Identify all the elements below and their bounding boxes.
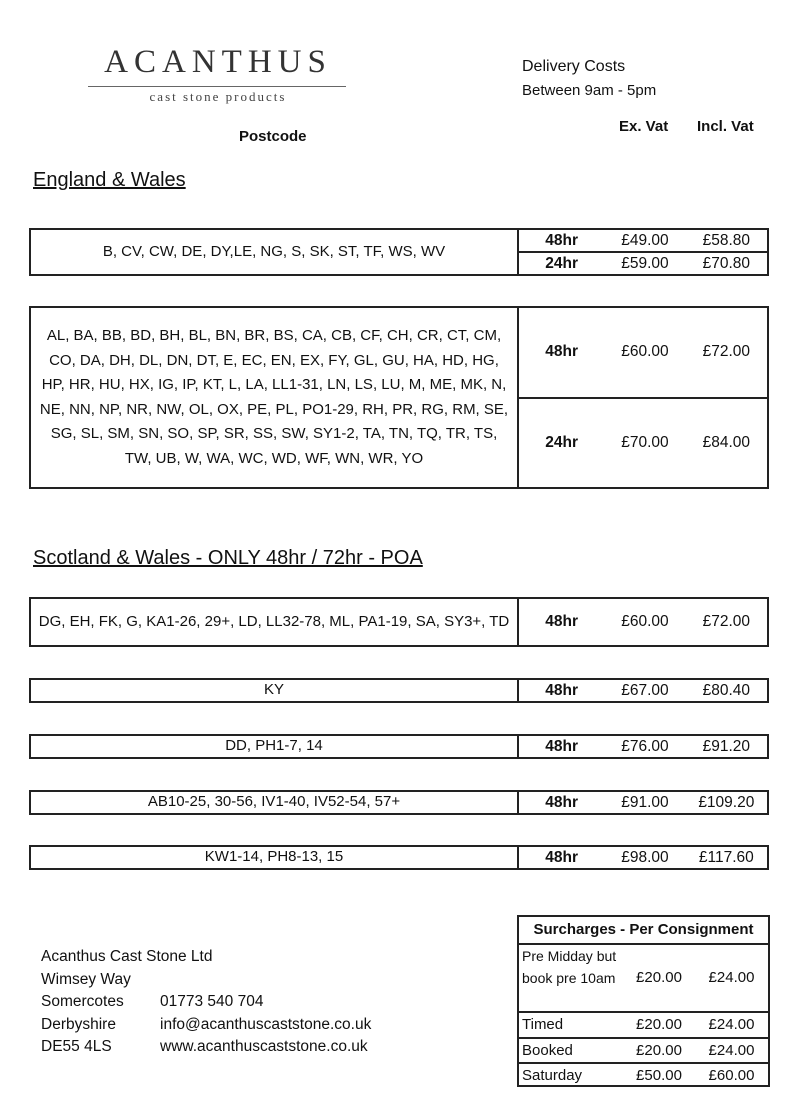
price-incl-vat: £84.00 (702, 433, 751, 451)
website-link[interactable]: www.acanthuscaststone.co.uk (160, 1038, 368, 1056)
rate-row (519, 792, 767, 813)
surcharge-row (519, 1013, 768, 1039)
rate-table (29, 306, 769, 489)
surcharge-name: Pre Midday but book pre 10am (522, 948, 617, 986)
service-label: 48hr (545, 793, 579, 811)
rate-table (29, 845, 769, 870)
price-ex-vat: £70.00 (621, 433, 669, 451)
delivery-hours: Between 9am - 5pm (522, 82, 657, 99)
rate-table (29, 597, 769, 647)
service-label: 48hr (545, 613, 579, 630)
price-ex-vat: £98.00 (621, 848, 669, 866)
page-title: Delivery Costs (522, 58, 626, 75)
price-incl-vat: £117.60 (698, 848, 754, 866)
rate-row (519, 230, 767, 251)
surcharge-incl-vat: £60.00 (708, 1067, 755, 1084)
price-incl-vat: £91.20 (702, 737, 751, 755)
logo-divider (88, 86, 346, 87)
surcharge-incl-vat: £24.00 (708, 969, 755, 986)
service-label: 48hr (545, 681, 579, 699)
postcode-list: KY (31, 680, 519, 701)
price-incl-vat: £80.40 (702, 681, 751, 699)
rate-row (519, 736, 767, 757)
address-town: Somercotes (41, 993, 124, 1011)
postcode-list: AB10-25, 30-56, IV1-40, IV52-54, 57+ (31, 792, 519, 813)
surcharge-ex-vat: £20.00 (636, 969, 682, 986)
postcode-list: KW1-14, PH8-13, 15 (31, 847, 519, 868)
price-ex-vat: £60.00 (621, 613, 669, 630)
address-street: Wimsey Way (41, 970, 131, 988)
price-ex-vat: £91.00 (621, 793, 669, 811)
surcharge-incl-vat: £24.00 (708, 1041, 755, 1059)
email-link[interactable]: info@acanthuscaststone.co.uk (160, 1015, 372, 1033)
service-label: 48hr (545, 343, 579, 361)
price-ex-vat: £59.00 (621, 254, 669, 272)
rate-row (519, 847, 767, 868)
rate-row (519, 251, 767, 274)
rate-table (29, 734, 769, 759)
service-label: 24hr (545, 433, 579, 451)
phone-number: 01773 540 704 (160, 993, 264, 1010)
postcode-column-header: Postcode (239, 128, 307, 145)
service-label: 48hr (545, 231, 579, 249)
price-ex-vat: £60.00 (621, 343, 669, 361)
rate-table (29, 678, 769, 703)
surcharge-ex-vat: £20.00 (636, 1016, 682, 1033)
price-incl-vat: £109.20 (698, 793, 755, 811)
price-incl-vat: £58.80 (702, 231, 751, 249)
service-label: 48hr (545, 737, 579, 755)
price-ex-vat: £67.00 (621, 681, 669, 699)
company-logo: ACANTHUS (104, 44, 332, 80)
surcharge-ex-vat: £20.00 (636, 1041, 682, 1059)
surcharge-row (519, 1064, 768, 1088)
contact-channels (160, 991, 371, 1059)
logo-tagline: cast stone products (149, 89, 287, 104)
address-county: Derbyshire (41, 1015, 116, 1033)
price-incl-vat: £70.80 (702, 254, 751, 272)
price-incl-vat: £72.00 (702, 613, 751, 630)
surcharge-name: Timed (522, 1016, 564, 1033)
postcode-list: AL, BA, BB, BD, BH, BL, BN, BR, BS, CA, CB, CF, CH, CR, CT, CM, CO, DA, DH, DL, DN, DT, E, EC, EN, EX, FY, GL, GU, HA, HD, HG, HP, HR, HU, HX, IG, IP, KT, L, LA, LL1-31, LN, LS, LU, M, ME, MK, N, NE, NN, NP, NR, NW, OL, OX, PE, PL, PO1-29, RH, PR, RG, RM, SE, SG, SL, SM, SN, SO, SP, SR, SS, SW, SY1-2, TA, TN, TQ, TR, TS, TW, UB, W, WA, WC, WD, WF, WN, WR, YO (31, 308, 519, 487)
postcode-list: DG, EH, FK, G, KA1-26, 29+, LD, LL32-78, ML, PA1-19, SA, SY3+, TD (31, 599, 519, 645)
service-label: 24hr (545, 254, 579, 272)
postcode-list: B, CV, CW, DE, DY,LE, NG, S, SK, ST, TF, WS, WV (31, 230, 519, 274)
incl-vat-column-header: Incl. Vat (697, 118, 754, 135)
section-title-scotland-wales: Scotland & Wales - ONLY 48hr / 72hr - POA (33, 547, 423, 569)
postcode-list: DD, PH1-7, 14 (31, 736, 519, 757)
rate-row (519, 397, 767, 488)
surcharge-row (519, 1039, 768, 1065)
surcharges-title: Surcharges - Per Consignment (519, 917, 768, 945)
surcharges-table (517, 915, 770, 1087)
surcharge-name: Saturday (522, 1067, 583, 1084)
ex-vat-column-header: Ex. Vat (619, 118, 669, 135)
price-ex-vat: £49.00 (621, 231, 669, 249)
section-title-england-wales: England & Wales (33, 169, 186, 191)
price-ex-vat: £76.00 (621, 737, 669, 755)
service-label: 48hr (545, 848, 579, 866)
company-name: Acanthus Cast Stone Ltd (41, 948, 213, 965)
rate-row (519, 599, 767, 645)
surcharge-ex-vat: £50.00 (636, 1067, 682, 1084)
rate-row (519, 680, 767, 701)
surcharge-incl-vat: £24.00 (708, 1016, 755, 1033)
surcharge-row (519, 945, 768, 1013)
price-incl-vat: £72.00 (702, 343, 751, 361)
rate-table (29, 790, 769, 815)
rate-row (519, 308, 767, 397)
surcharge-name: Booked (522, 1041, 573, 1059)
rate-table (29, 228, 769, 276)
address-postcode: DE55 4LS (41, 1038, 112, 1056)
